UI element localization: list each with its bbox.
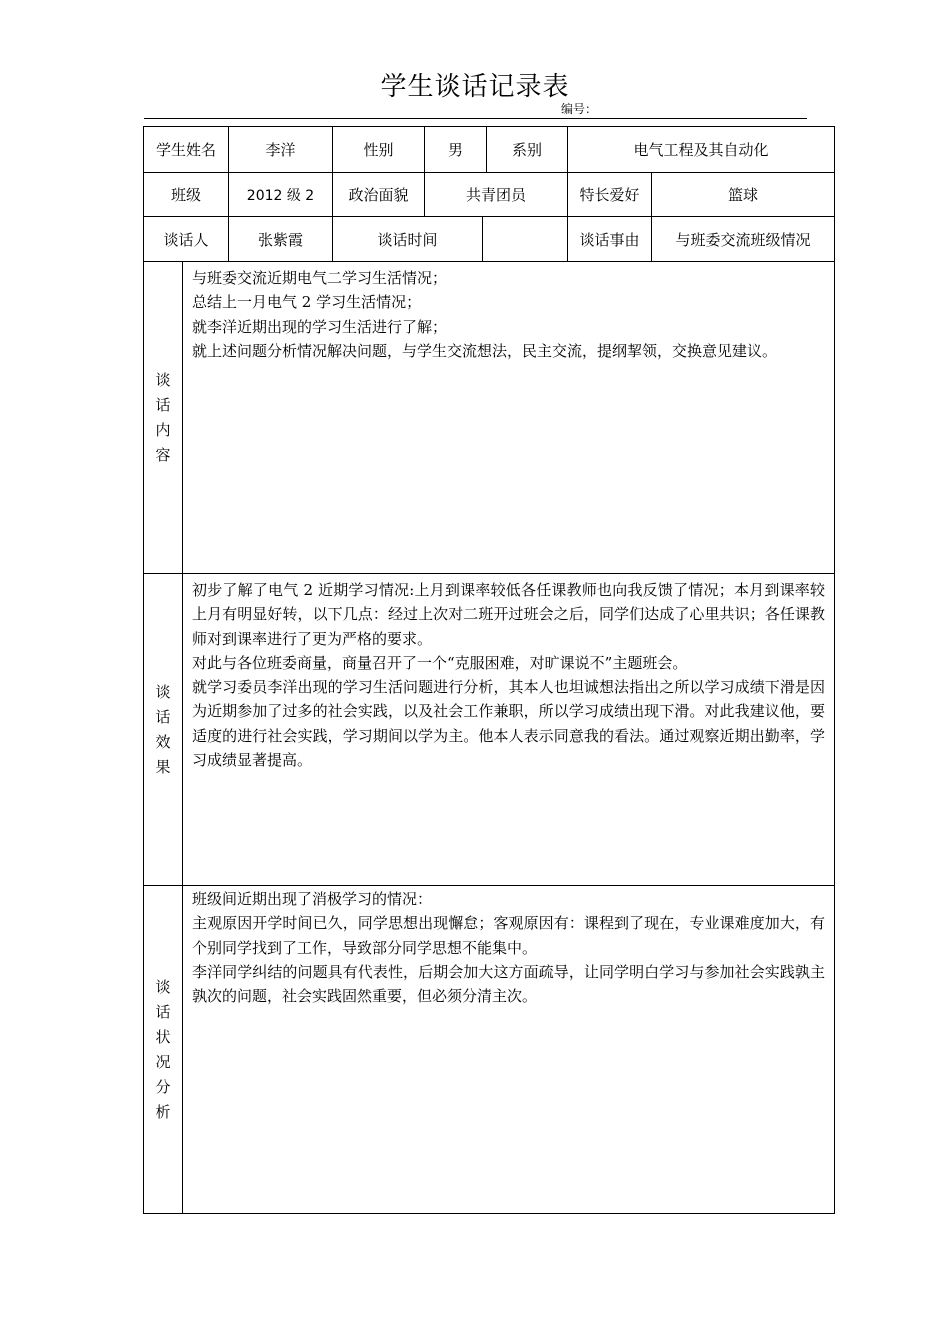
analysis-paragraph: 班级间近期出现了消极学习的情况： bbox=[192, 890, 433, 908]
analysis-section-label bbox=[143, 885, 183, 1214]
talker-value: 张紫霞 bbox=[228, 216, 333, 262]
serial-number-label: 编号： bbox=[561, 102, 598, 116]
department-value: 电气工程及其自动化 bbox=[567, 126, 835, 173]
page-title: 学生谈话记录表 bbox=[380, 72, 570, 102]
effect-paragraph: 初步了解了电气 2 近期学习情况:上月到课率较低各任课教师也向我反馈了情况；本月到课率较上月有明显好转，以下几点：经过上次对二班开过班会之后，同学们达成了心里共识；各任课教师对到课率进行了更为严格的要求。 bbox=[192, 581, 825, 648]
gender-value: 男 bbox=[424, 126, 487, 173]
effect-label-char: 果 bbox=[155, 757, 171, 776]
talk-time-value bbox=[482, 216, 568, 262]
hobby-label: 特长爱好 bbox=[567, 172, 652, 217]
effect-section-text bbox=[182, 573, 835, 886]
talk-time-label: 谈话时间 bbox=[332, 216, 483, 262]
effect-label-char: 效 bbox=[155, 732, 171, 751]
analysis-paragraph: 李洋同学纠结的问题具有代表性，后期会加大这方面疏导，让同学明白学习与参加社会实践孰主孰次的问题，社会实践固然重要，但必须分清主次。 bbox=[192, 962, 825, 1006]
analysis-paragraph: 主观原因开学时间已久，同学思想出现懈怠；客观原因有：课程到了现在，专业课难度加大，有个别同学找到了工作，导致部分同学思想不能集中。 bbox=[192, 914, 825, 957]
political-status-value: 共青团员 bbox=[424, 172, 568, 217]
analysis-section-text bbox=[182, 885, 835, 1214]
effect-section-label bbox=[143, 573, 183, 886]
effect-paragraph: 对此与各位班委商量，商量召开了一个“克服困难，对旷课说不”主题班会。 bbox=[192, 653, 688, 672]
analysis-label-char: 况 bbox=[155, 1052, 171, 1071]
hobby-value: 篮球 bbox=[651, 172, 835, 217]
content-label-char: 内 bbox=[155, 420, 171, 439]
effect-paragraph: 就学习委员李洋出现的学习生活问题进行分析，其本人也坦诚想法指出之所以学习成绩下滑是因为近期参加了过多的社会实践，以及社会工作兼职，所以学习成绩出现下滑。对此我建议他，要适度的进行社会实践，学习期间以学为主。他本人表示同意我的看法。通过观察近期出勤率，学习成绩显著提高。 bbox=[192, 678, 825, 770]
content-paragraph: 就李洋近期出现的学习生活进行了解； bbox=[192, 317, 448, 336]
analysis-label-char: 析 bbox=[155, 1102, 171, 1121]
talker-label: 谈话人 bbox=[143, 216, 229, 262]
political-status-label: 政治面貌 bbox=[332, 172, 425, 217]
header-rule bbox=[144, 118, 807, 119]
content-label-char: 谈 bbox=[155, 370, 171, 389]
content-section-text bbox=[182, 261, 835, 574]
department-label: 系别 bbox=[486, 126, 568, 173]
content-label-char: 容 bbox=[155, 445, 171, 464]
content-paragraph: 总结上一月电气 2 学习生活情况； bbox=[192, 293, 422, 312]
analysis-label-char: 谈 bbox=[155, 977, 171, 996]
student-name-label: 学生姓名 bbox=[143, 126, 229, 173]
class-label: 班级 bbox=[143, 172, 229, 217]
analysis-label-char: 状 bbox=[155, 1027, 171, 1046]
analysis-label-char: 话 bbox=[155, 1002, 171, 1021]
analysis-label-char: 分 bbox=[155, 1077, 171, 1096]
effect-label-char: 谈 bbox=[155, 682, 171, 701]
talk-reason-value: 与班委交流班级情况 bbox=[651, 216, 835, 262]
class-value: 2012 级 2 bbox=[228, 172, 333, 217]
talk-reason-label: 谈话事由 bbox=[567, 216, 652, 262]
content-section-label bbox=[143, 261, 183, 574]
content-paragraph: 就上述问题分析情况解决问题，与学生交流想法，民主交流，提纲挈领，交换意见建议。 bbox=[192, 341, 778, 360]
student-name-value: 李洋 bbox=[228, 126, 333, 173]
content-label-char: 话 bbox=[155, 395, 171, 414]
effect-label-char: 话 bbox=[155, 707, 171, 726]
content-paragraph: 与班委交流近期电气二学习生活情况； bbox=[192, 269, 448, 287]
gender-label: 性别 bbox=[332, 126, 425, 173]
